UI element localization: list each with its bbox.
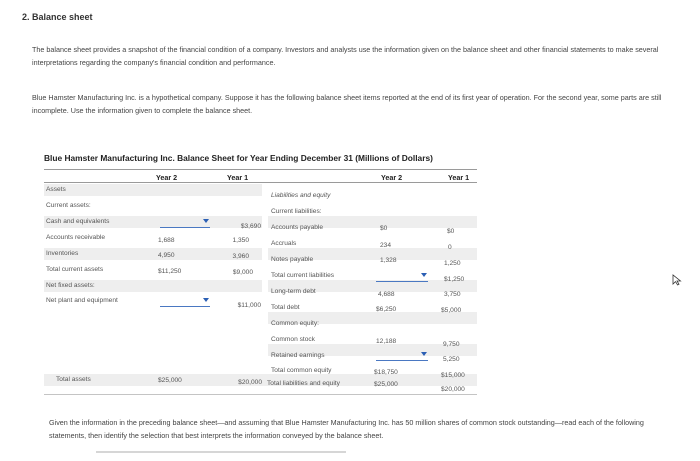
- cash-year1: $3,690: [240, 223, 261, 230]
- payable-year2: $0: [380, 225, 388, 232]
- plant-year1: $11,000: [237, 302, 261, 309]
- long-term-debt-year1: 3,750: [444, 291, 461, 298]
- retained-earnings-year1: 5,250: [443, 356, 460, 363]
- current-assets-heading: Current assets:: [46, 202, 91, 209]
- total-assets-label: Total assets: [56, 376, 91, 383]
- chevron-down-icon: [421, 352, 427, 356]
- total-liabilities-equity-year2: $25,000: [374, 381, 398, 388]
- receivable-label: Accounts receivable: [46, 234, 106, 241]
- receivable-year1: 1,350: [232, 237, 249, 244]
- common-stock-year2: 12,188: [376, 338, 397, 345]
- retained-earnings-label: Retained earnings: [271, 352, 325, 359]
- header-right-year1: Year 1: [448, 173, 470, 182]
- assets-heading: Assets: [46, 186, 66, 193]
- chevron-down-icon: [421, 273, 427, 277]
- header-bottom-rule: [44, 182, 477, 183]
- cash-label: Cash and equivalents: [46, 218, 110, 225]
- total-assets-year2: $25,000: [158, 377, 182, 384]
- header-right-year2: Year 2: [381, 173, 403, 182]
- long-term-debt-label: Long-term debt: [271, 288, 316, 295]
- total-assets-year1: $20,000: [238, 379, 262, 386]
- plant-label: Net plant and equipment: [46, 297, 118, 304]
- total-liabilities-equity-label: Total liabilities and equity: [267, 380, 340, 387]
- retained-earnings-year2-dropdown[interactable]: [376, 350, 428, 361]
- liabilities-equity-heading: Liabilities and equity: [271, 192, 331, 199]
- accruals-label: Accruals: [271, 240, 297, 247]
- common-equity-heading: Common equity:: [271, 320, 320, 327]
- divider: [96, 451, 346, 453]
- total-current-liabilities-label: Total current liabilities: [271, 272, 335, 279]
- common-stock-year1: 9,750: [443, 341, 460, 348]
- total-current-liabilities-year2-dropdown[interactable]: [376, 271, 428, 282]
- instruction-paragraph: Given the information in the preceding balance sheet—and assuming that Blue Hamster Manufacturing Inc. has 50 million shares of common stock outstanding—read each of the following statements, then identify the selection that best interprets the information conveyed by the balance sheet.: [49, 418, 644, 440]
- total-liabilities-equity-year1: $20,000: [441, 386, 465, 393]
- total-debt-year1: $5,000: [441, 307, 462, 314]
- total-common-equity-year1: $15,000: [441, 372, 465, 379]
- header-left-year2: Year 2: [156, 173, 178, 182]
- question-title: 2. Balance sheet: [22, 12, 93, 22]
- row-band: [44, 184, 262, 196]
- table-top-rule: [44, 169, 477, 170]
- accruals-year2: 234: [380, 242, 392, 249]
- mouse-cursor-icon: [672, 274, 682, 286]
- total-debt-label: Total debt: [271, 304, 300, 311]
- inventories-year2: 4,950: [158, 252, 175, 259]
- header-left-year1: Year 1: [227, 173, 249, 182]
- notes-year1: 1,250: [444, 260, 461, 267]
- total-debt-year2: $6,250: [376, 306, 397, 313]
- current-liabilities-heading: Current liabilities:: [271, 208, 322, 215]
- notes-year2: 1,328: [380, 257, 397, 264]
- inventories-year1: 3,960: [232, 253, 249, 260]
- total-current-liabilities-year1: $1,250: [444, 276, 465, 283]
- net-fixed-assets-heading: Net fixed assets:: [46, 282, 95, 289]
- notes-label: Notes payable: [271, 256, 314, 263]
- table-bottom-rule: [44, 394, 477, 395]
- cash-year2-dropdown[interactable]: [160, 217, 210, 228]
- receivable-year2: 1,688: [158, 237, 175, 244]
- accruals-year1: 0: [448, 244, 452, 251]
- total-common-equity-year2: $18,750: [374, 369, 398, 376]
- total-common-equity-label: Total common equity: [271, 367, 332, 374]
- inventories-label: Inventories: [46, 250, 79, 257]
- total-current-assets-year2: $11,250: [158, 268, 182, 275]
- chevron-down-icon: [203, 298, 209, 302]
- payable-label: Accounts payable: [271, 224, 324, 231]
- total-current-assets-label: Total current assets: [46, 266, 104, 273]
- payable-year1: $0: [447, 228, 455, 235]
- intro-paragraph: The balance sheet provides a snapshot of the financial condition of a company. Investors and analysts use the information given on the balance sheet and other financial statements to make several interpretations regarding the company's financial condition and performance.: [32, 45, 659, 67]
- plant-year2-dropdown[interactable]: [160, 296, 210, 307]
- common-stock-label: Common stock: [271, 336, 315, 343]
- total-current-assets-year1: $9,000: [232, 269, 253, 276]
- company-paragraph: Blue Hamster Manufacturing Inc. is a hypothetical company. Suppose it has the following balance sheet items reported at the end of its first year of operation. For the second year, some parts are still incomplete. Use the information given to complete the balance sheet.: [32, 93, 662, 115]
- balance-sheet-title: Blue Hamster Manufacturing Inc. Balance Sheet for Year Ending December 31 (Millions of Dollars): [44, 153, 433, 163]
- long-term-debt-year2: 4,688: [378, 291, 395, 298]
- chevron-down-icon: [203, 219, 209, 223]
